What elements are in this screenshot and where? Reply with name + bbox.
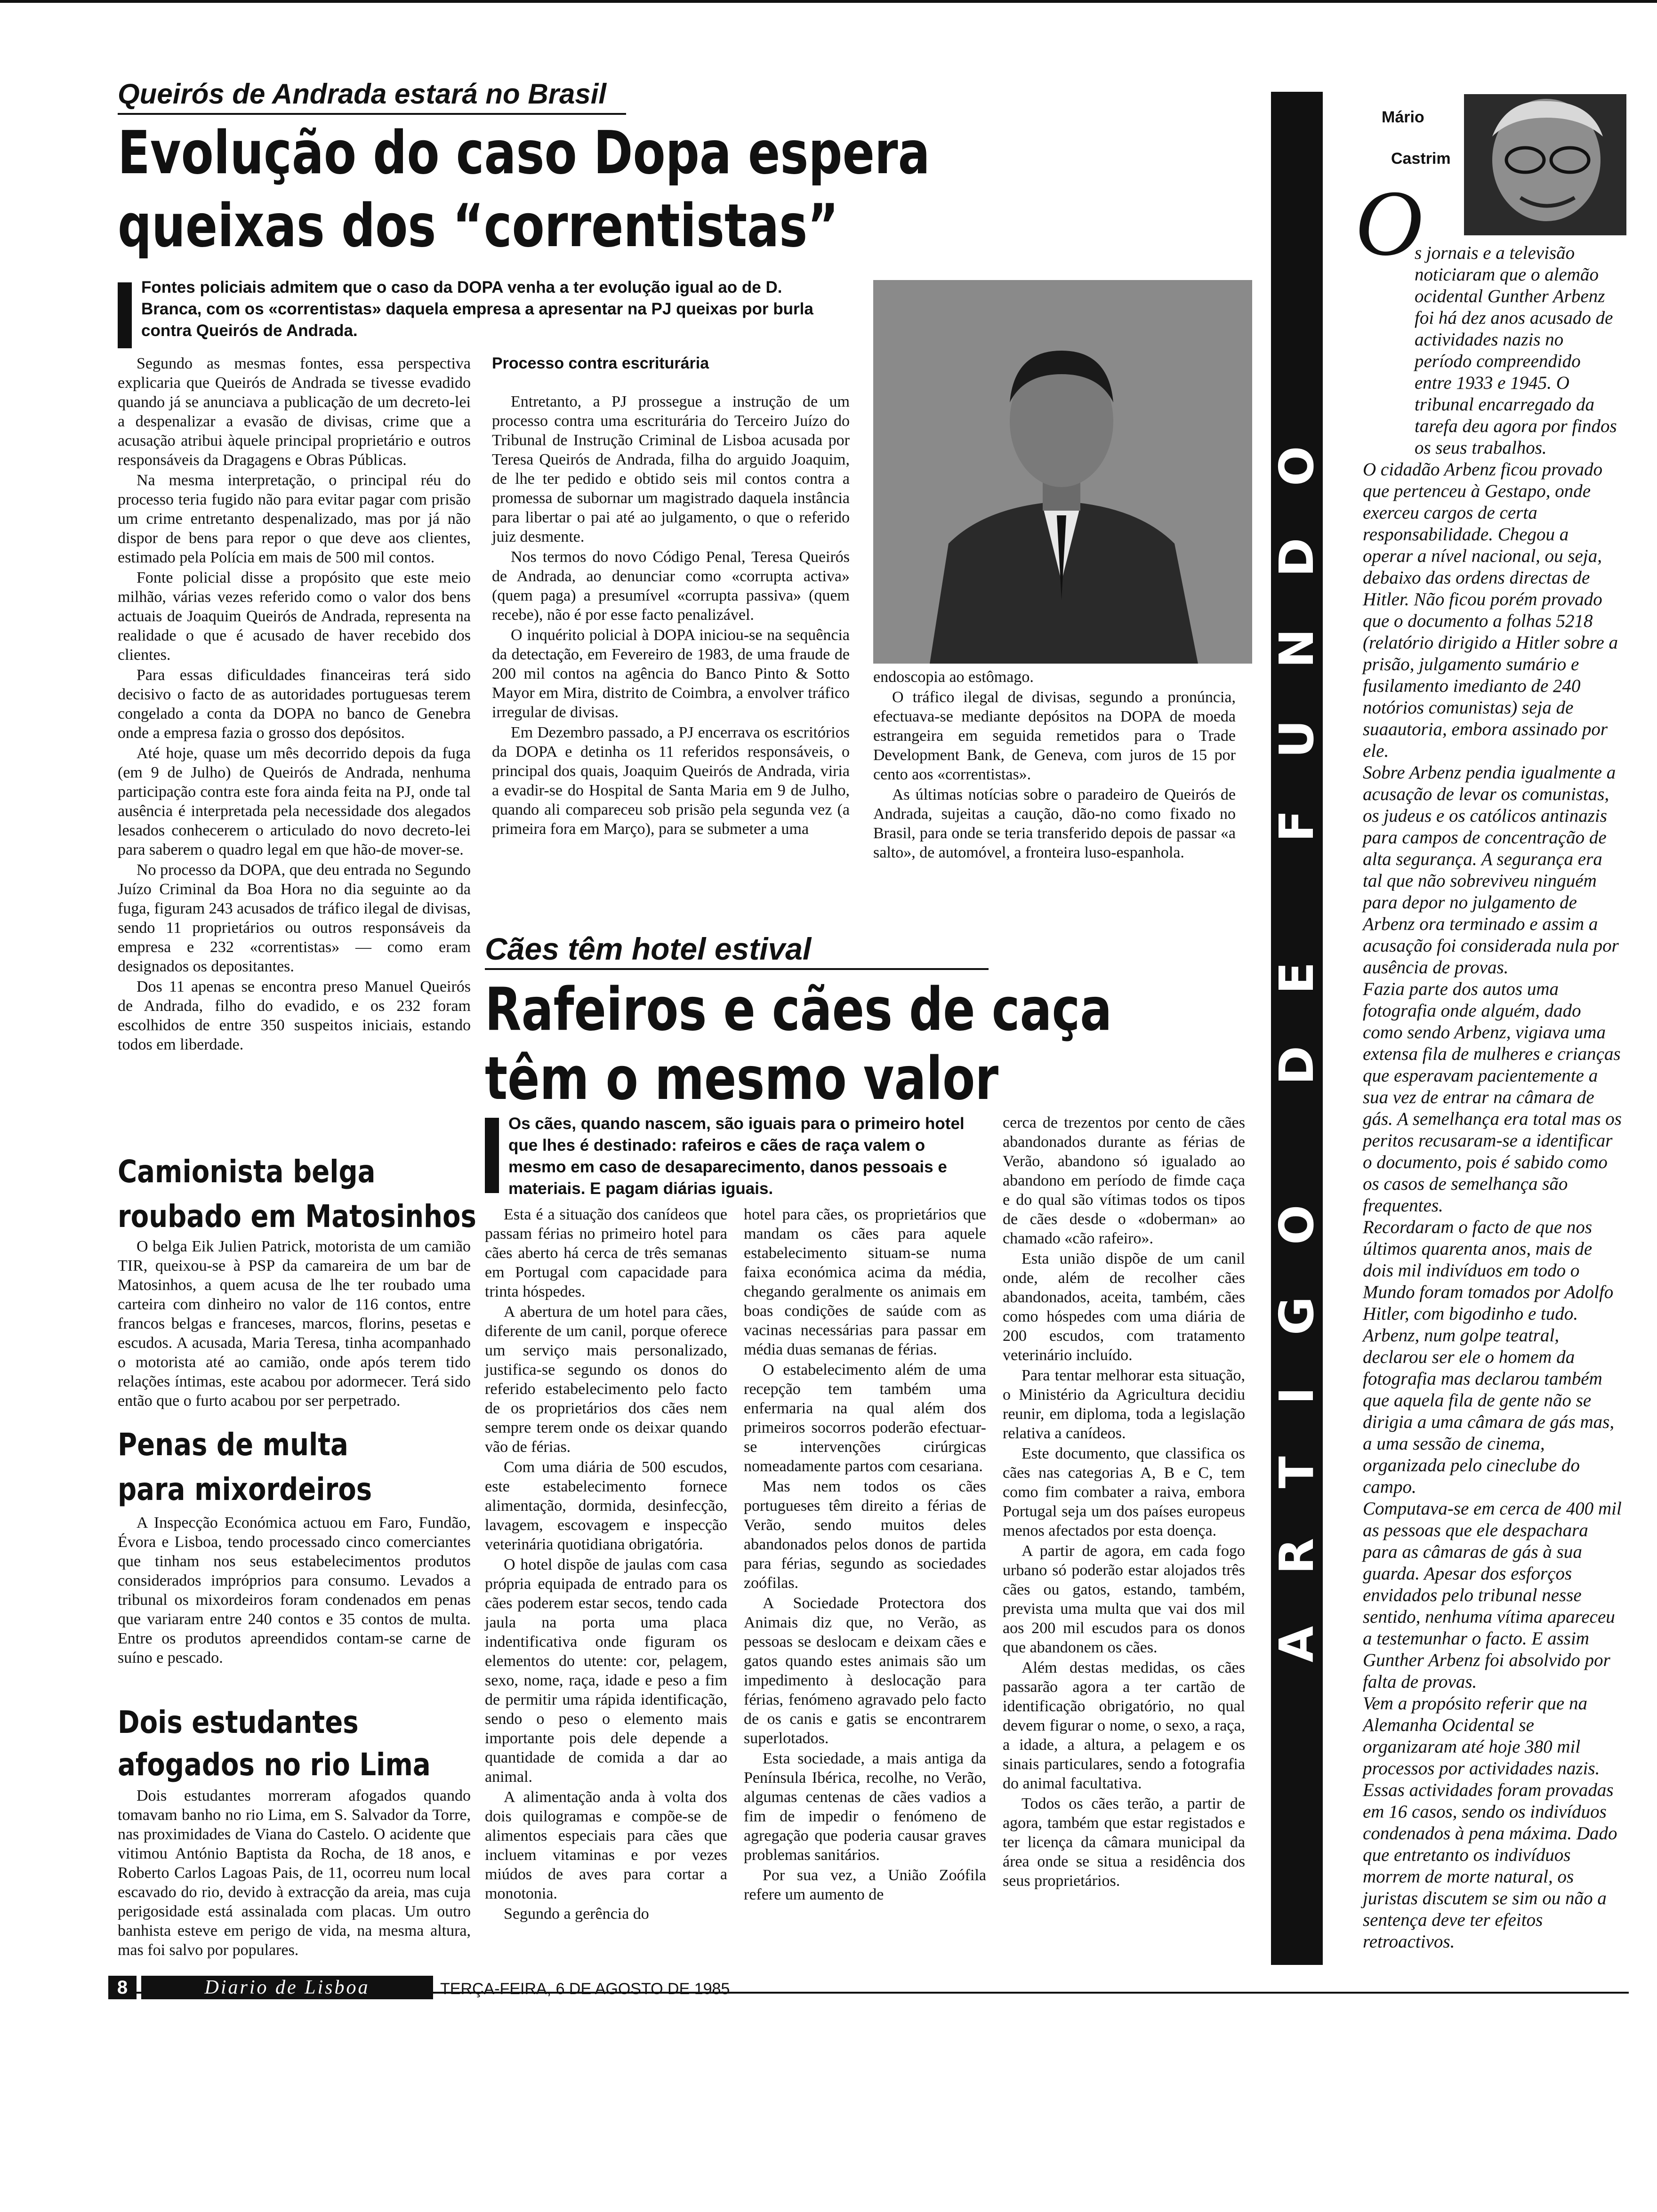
- paragraph: s jornais e a televisão noticiaram que o alemão ocidental Gunther Arbenz foi há dez anos acusado de actividades nazis no período compreendido entre 1933 e 1945. O tribunal encarregado da tarefa deu agora por findos os seus trabalhos.: [1415, 243, 1617, 458]
- paragraph: Dois estudantes morreram afogados quando tomavam banho no rio Lima, em S. Salvador da Torre, nas proximidades de Viana do Castelo. O acidente que vitimou António Baptista da Rocha, de 18 anos, e Roberto Carlos Lagoas Pais, de 11, ocorreu num local escavado do rio, devido à extracção da areia, mas cuja perigosidade está assinalada com placas. Um outro banhista esteve em perigo de vida, na mesma altura, mas foi salvo por populares.: [118, 1787, 471, 1959]
- dogs-column-2: [744, 1205, 986, 1905]
- paragraph: O tráfico ilegal de divisas, segundo a pronúncia, efectuava-se mediante depósitos na DOPA de moeda estrangeira em seguida remetidos para o Trade Development Bank, de Geneva, com juros de 15 por cento aos «correntistas».: [873, 689, 1236, 783]
- brief-2-title-line-2: para mixordeiros: [118, 1471, 372, 1507]
- paragraph: Em Dezembro passado, a PJ encerrava os escritórios da DOPA e detinha os 11 referidos responsáveis, o principal dos quais, Joaquim Queirós de Andrada, viria a evadir-se do Hospital de Santa Maria em 9 de Julho, quando ali compareceu sob prisão pela segunda vez (a primeira fora em Março), para se submeter a uma: [492, 724, 850, 838]
- column-author-first: Mário: [1382, 108, 1424, 126]
- brief-3-title-line-2: afogados no rio Lima: [118, 1747, 431, 1783]
- column-banner-label: ARTIGO DE FUNDO: [1269, 394, 1324, 1663]
- column-text: [1363, 243, 1622, 1953]
- author-portrait: [1464, 94, 1626, 235]
- brief-3-body: [118, 1786, 471, 1961]
- dogs-kicker: Cães têm hotel estival: [485, 930, 989, 970]
- dogs-column-3: [1003, 1113, 1245, 1891]
- paragraph: Esta é a situação dos canídeos que passam férias no primeiro hotel para cães aberto há cerca de três semanas em Portugal com capacidade para trinta hóspedes.: [485, 1206, 727, 1300]
- dogs-headline-line-1: Rafeiros e cães de caça: [485, 975, 1112, 1044]
- paragraph: hotel para cães, os proprietários que mandam os cães para aquele estabelecimento situam-se numa faixa económica acima da média, chegando geralmente os animais em boas condições de saúde com as vacinas necessárias para passar em média duas semanas de férias.: [744, 1206, 986, 1358]
- main-lead-bar: [118, 282, 132, 348]
- column-dropcap: O: [1355, 171, 1423, 275]
- paragraph: cerca de trezentos por cento de cães abandonados durante as férias de Verão, abandono só igualado ao abandono em período de fimde caça e do qual são vítimas todos os tipos de cães desde o «doberman» ao chamado «cão rafeiro».: [1003, 1114, 1245, 1247]
- footer-page-number: 8: [108, 1976, 137, 1999]
- main-headline-line-1: Evolução do caso Dopa espera: [118, 118, 930, 187]
- portrait-figure: [873, 280, 1252, 664]
- paragraph: Para tentar melhorar esta situação, o Ministério da Agricultura decidiu reunir, em diploma, toda a legislação relativa a canídeos.: [1003, 1367, 1245, 1442]
- paragraph: Vem a propósito referir que na Alemanha Ocidental se organizaram até hoje 380 mil processos por actividades nazis. Essas actividades foram provadas em 16 casos, sendo os indivíduos condenados à pena máxima. Dado que entretanto os indivíduos morrem de morte natural, os juristas discutem se sim ou não a sentença deve ter efeitos retroactivos.: [1363, 1693, 1617, 1952]
- paragraph: Esta união dispõe de um canil onde, além de recolher cães abandonados, aceita, também, cães como hóspedes com uma diária de 200 escudos, com tratamento veterinário incluído.: [1003, 1250, 1245, 1364]
- paragraph: endoscopia ao estômago.: [873, 668, 1034, 686]
- paragraph: A Inspecção Económica actuou em Faro, Fundão, Évora e Lisboa, tendo processado cinco comerciantes que tinham nos seus estabelecimentos produtos considerados impróprios para consumo. Levados a tribunal os mixordeiros foram condenados em penas que variaram entre 240 contos e 35 contos de multa. Entre os produtos apreendidos contam-se carne de suíno e pescado.: [118, 1514, 471, 1667]
- paragraph: O cidadão Arbenz ficou provado que pertenceu à Gestapo, onde exerceu cargos de certa responsabilidade. Chegou a operar a nível nacional, ou seja, debaixo das ordens directas de Hitler. Não ficou porém provado que o documento a folhas 5218 (relatório dirigido a Hitler sobre a prisão, julgamento sumário e fusilamento imedianto de 240 notórios comunistas) seja de suaautoria, embora assinado por ele.: [1363, 459, 1618, 761]
- paragraph: Na mesma interpretação, o principal réu do processo teria fugido não para evitar pagar com prisão um crime entretanto despenalizado, mas por já não dispor de bens para repor o que deve aos clientes, estimado pela Polícia em mais de 500 mil contos.: [118, 472, 471, 566]
- paragraph: Sobre Arbenz pendia igualmente a acusação de levar os comunistas, os judeus e os católicos antinazis para campos de concentração de alta segurança. A segurança era tal que não sobreviveu ninguém para depor no julgamento de Arbenz ora terminado e assim a acusação foi considerada nula por ausência de provas.: [1363, 762, 1619, 978]
- paragraph: Fazia parte dos autos uma fotografia onde alguém, dado como sendo Arbenz, vigiava uma extensa fila de mulheres e crianças que esperavam pacientemente a sua vez de entrar na câmara de gás. A semelhança era total mas os peritos recusaram-se a identificar o documento, pois é sabido como os casos de semelhança são frequentes.: [1363, 979, 1622, 1216]
- paragraph: O estabelecimento além de uma recepção tem também uma enfermaria na qual além dos primeiros socorros poderão efectuar-se intervenções cirúrgicas nomeadamente partos com cesariana.: [744, 1361, 986, 1475]
- paragraph: As últimas notícias sobre o paradeiro de Queirós de Andrada, sujeitas a caução, dão-no como fixado no Brasil, para onde se teria transferido depois de passar «a salto», de automóvel, a fronteira luso-espanhola.: [873, 786, 1236, 861]
- footer-date: TERÇA-FEIRA, 6 DE AGOSTO DE 1985: [440, 1980, 730, 1998]
- paragraph: Além destas medidas, os cães passarão agora a ter cartão de identificação obrigatório, no qual devem figurar o nome, o sexo, a raça, a idade, a altura, a pelagem e os sinais particulares, sendo a fotografia do animal facultativa.: [1003, 1659, 1245, 1792]
- portrait-photo: [873, 280, 1252, 664]
- dogs-column-1: [485, 1205, 727, 1924]
- paragraph: O hotel dispõe de jaulas com casa própria equipada de entrado para os cães poderem estar secos, tendo cada jaula na porta uma placa indentificativa onde figuram os elementos do utente: cor, pelagem, sexo, nome, raça, idade e peso a fim de permitir uma rápida identificação, sendo o peso o elemento mais importante pois dele depende a quantidade de comida a dar ao animal.: [485, 1556, 727, 1786]
- paragraph: Este documento, que classifica os cães nas categorias A, B e C, tem como fim combater a raiva, embora Portugal seja um dos países europeus menos afectados por esta doença.: [1003, 1445, 1245, 1539]
- top-rule: [0, 0, 1657, 3]
- paragraph: A abertura de um hotel para cães, diferente de um canil, porque oferece um serviço mais personalizado, justifica-se segundo os donos do referido estabelecimento pelo facto de os proprietários dos cães nem sempre terem onde os deixar quando vão de férias.: [485, 1303, 727, 1456]
- brief-2-body: [118, 1513, 471, 1668]
- paragraph: Com uma diária de 500 escudos, este estabelecimento fornece alimentação, dormida, desinfecção, lavagem, escovagem e inspecção veterinária quotidiana obrigatória.: [485, 1459, 727, 1553]
- main-column-3: [873, 667, 1236, 863]
- paragraph: Arbenz, num golpe teatral, declarou ser ele o homem da fotografia mas declarou também que aquela fila de gente não se dirigia a uma câmara de gás mas, a uma sessão de cinema, organizada pelo cineclube do campo.: [1363, 1325, 1615, 1497]
- paragraph: Entretanto, a PJ prossegue a instrução de um processo contra uma escriturária do Terceiro Juízo do Tribunal de Instrução Criminal de Lisboa acusada por Teresa Queirós de Andrada, filha do arguido Joaquim, de lhe ter pedido e obtido seis mil contos contra a promessa de subornar um magistrado daquela instância para libertar o pai até ao julgamento, o que o referido juiz desmente.: [492, 393, 850, 545]
- dogs-lead: Os cães, quando nascem, são iguais para o primeiro hotel que lhes é destinado: rafeiros e cães de raça valem o mesmo em caso de desaparecimento, danos pessoais e materiais. E pagam diárias iguais.: [508, 1114, 965, 1198]
- paragraph: Todos os cães terão, a partir de agora, também que estar registados e ter licença da câmara municipal da área onde se situa a residência dos seus proprietários.: [1003, 1795, 1245, 1890]
- paragraph: A alimentação anda à volta dos dois quilogramas e compõe-se de alimentos especiais para cães que incluem vitaminas e por vezes miúdos de aves para cortar a monotonia.: [485, 1788, 727, 1902]
- paragraph: Esta sociedade, a mais antiga da Península Ibérica, recolhe, no Verão, algumas centenas de cães vadios a fim de impedir o fenómeno de agregação que poderia causar graves problemas sanitários.: [744, 1750, 986, 1864]
- brief-2-title-line-1: Penas de multa: [118, 1427, 348, 1463]
- paragraph: Segundo a gerência do: [504, 1905, 649, 1923]
- main-headline-line-2: queixas dos “correntistas”: [118, 191, 839, 260]
- paragraph: Por sua vez, a União Zoófila refere um aumento de: [744, 1867, 986, 1903]
- paragraph: Segundo as mesmas fontes, essa perspectiva explicaria que Queirós de Andrada se tivesse evadido quando já se anunciava a publicação de um decreto-lei a despenalizar a evasão de divisas, crime que a acusação atribui àquele principal proprietário e outros responsáveis da Dragagens e Obras Públicas.: [118, 355, 471, 469]
- main-column-2: [492, 354, 850, 840]
- paragraph: Mas nem todos os cães portugueses têm direito a férias de Verão, sendo muitos deles abandonados pelos donos de partida para férias, segundo as sociedades zoófilas.: [744, 1478, 986, 1592]
- paragraph: O inquérito policial à DOPA iniciou-se na sequência da detectação, em Fevereiro de 1983, de uma fraude de 200 mil contos na agência do Banco Pinto & Sotto Mayor em Mira, distrito de Coimbra, a envolver tráfico irregular de divisas.: [492, 626, 850, 721]
- paragraph: Recordaram o facto de que nos últimos quarenta anos, mais de dois mil indivíduos em todo o Mundo foram tomados por Adolfo Hitler, com bigodinho e tudo.: [1363, 1217, 1614, 1324]
- subhead: Processo contra escriturária: [492, 354, 709, 372]
- author-photo: [1464, 94, 1626, 235]
- paragraph: Até hoje, quase um mês decorrido depois da fuga (em 9 de Julho) de Queirós de Andrada, nenhuma participação contra este fora ainda feita na PJ, onde tal ausência é interpretada pela necessidade dos alegados lesados conhecerem o articulado do novo decreto-lei para saberem o quadro legal em que hão-de mover-se.: [118, 745, 471, 858]
- main-lead: Fontes policiais admitem que o caso da DOPA venha a ter evolução igual ao de D. Branca, com os «correntistas» daquela empresa a apresentar na PJ queixas por burla contra Queirós de Andrada.: [141, 278, 813, 340]
- paragraph: Dos 11 apenas se encontra preso Manuel Queirós de Andrada, filho do evadido, e os 232 foram escolhidos de entre 350 suspeitos iniciais, estando todos em liberdade.: [118, 978, 471, 1053]
- paragraph: Computava-se em cerca de 400 mil as pessoas que ele despachara para as câmaras de gás à sua guarda. Apesar dos esforços envidados pelo tribunal nesse sentido, nenhuma vítima apareceu a testemunhar o facto. E assim Gunther Arbenz foi absolvido por falta de provas.: [1363, 1499, 1622, 1692]
- main-kicker: Queirós de Andrada estará no Brasil: [118, 75, 626, 115]
- paragraph: A Sociedade Protectora dos Animais diz que, no Verão, as pessoas se deslocam e deixam cães e gatos quando estes animais são um impedimento à deslocação para férias, fenómeno agravado pelo facto de os canis e gatis se encontrarem superlotados.: [744, 1595, 986, 1747]
- main-column-1: [118, 354, 471, 1055]
- dogs-headline-line-2: têm o mesmo valor: [485, 1044, 999, 1113]
- brief-1-title-line-2: roubado em Matosinhos: [118, 1198, 476, 1234]
- column-author-last: Castrim: [1391, 150, 1451, 168]
- paragraph: No processo da DOPA, que deu entrada no Segundo Juízo Criminal da Boa Hora no dia seguinte ao da fuga, figuram 243 acusados de tráfico ilegal de divisas, sendo 11 proprietários ou outros responsáveis da empresa e 232 «correntistas» — como eram designados os depositantes.: [118, 861, 471, 975]
- brief-1-body: [118, 1237, 471, 1411]
- paragraph: A partir de agora, em cada fogo urbano só poderão estar alojados três cães ou gatos, estando, também, prevista uma multa que vai dos mil aos 200 mil escudos para os donos que abandonem os cães.: [1003, 1542, 1245, 1656]
- brief-3-title-line-1: Dois estudantes: [118, 1704, 359, 1740]
- dogs-lead-bar: [485, 1118, 499, 1193]
- paragraph: O belga Eik Julien Patrick, motorista de um camião TIR, queixou-se à PSP da camareira de um bar de Matosinhos, a quem acusa de lhe ter roubado uma carteira com dinheiro no valor de 116 contos, entre francos belgas e franceses, marcos, florins, pesetas e escudos. A acusada, Maria Teresa, tinha acompanhado o motorista até ao camião, onde após terem tido relações íntimas, este acabou por adormecer. Terá sido então que o furto acabou por ser perpetrado.: [118, 1238, 471, 1410]
- paragraph: Para essas dificuldades financeiras terá sido decisivo o facto de as autoridades portuguesas terem congelado a conta da DOPA no banco de Genebra onde a empresa fazia o grosso dos depósitos.: [118, 666, 471, 742]
- brief-1-title-line-1: Camionista belga: [118, 1154, 376, 1190]
- paragraph: Fonte policial disse a propósito que este meio milhão, várias vezes referido como o valor dos bens actuais de Joaquim Queirós de Andrada, representa na realidade o que é acusado de haver recebido dos clientes.: [118, 569, 471, 664]
- footer-paper-name: Diario de Lisboa: [141, 1976, 433, 1999]
- paragraph: Nos termos do novo Código Penal, Teresa Queirós de Andrada, ao denunciar como «corrupta activa» (quem paga) a presumível «corrupta passiva» (quem recebe), não é por esse facto penalizável.: [492, 548, 850, 624]
